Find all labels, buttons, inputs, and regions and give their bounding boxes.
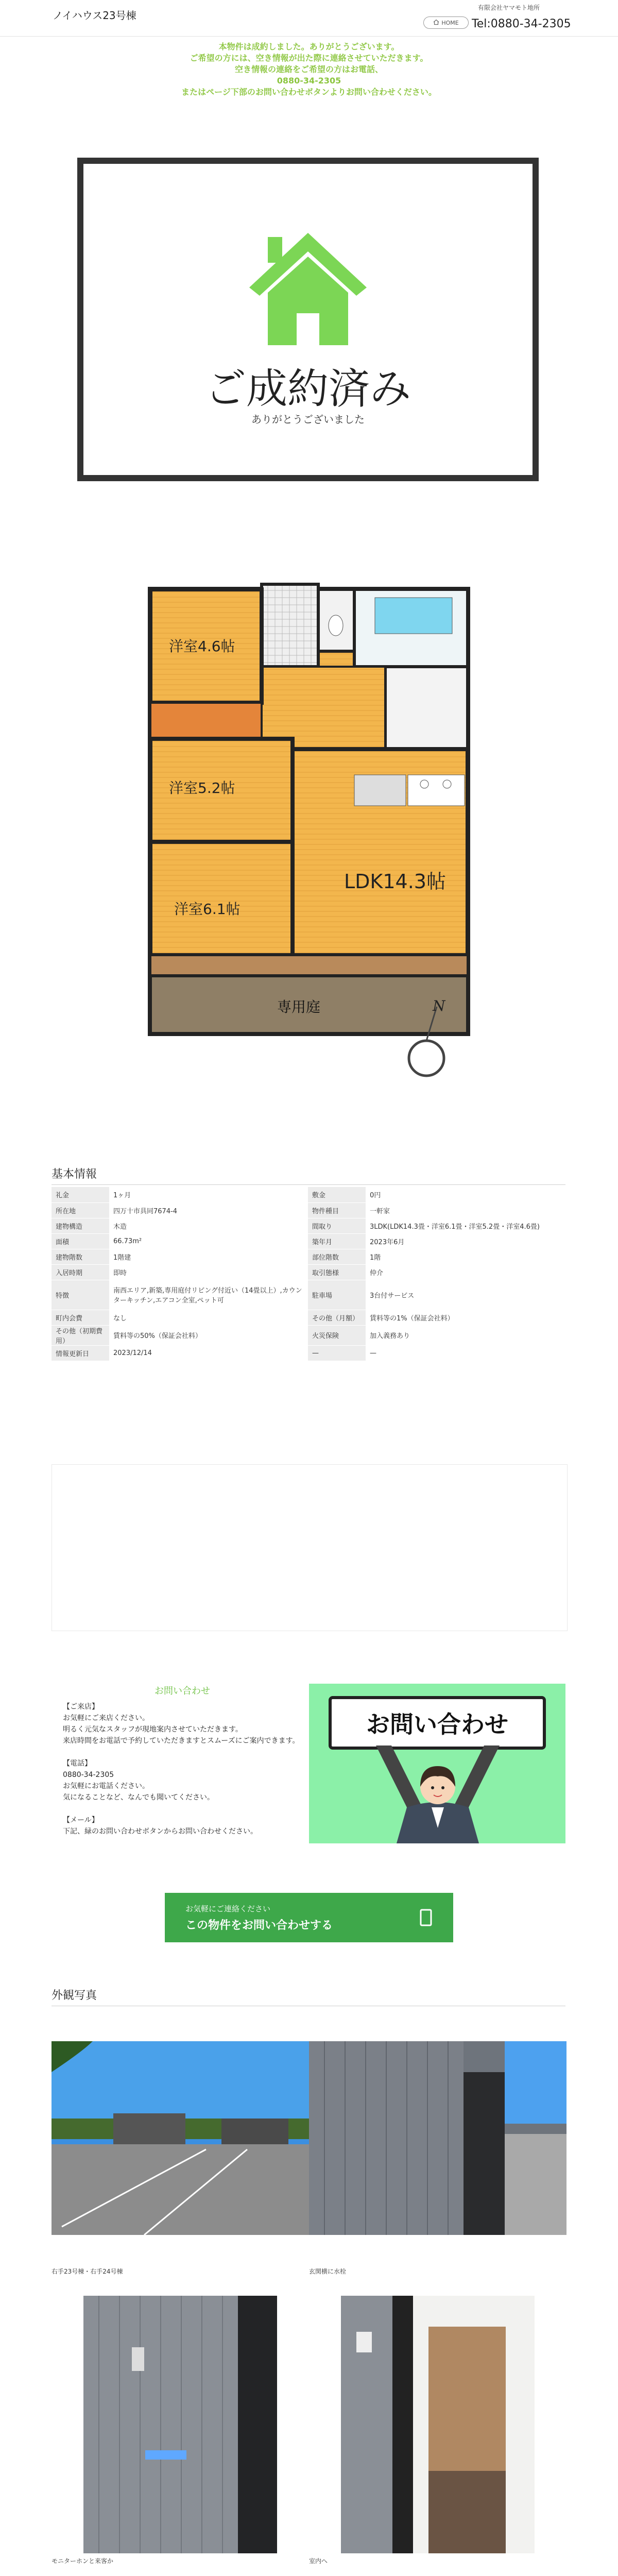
info-value: 木造 xyxy=(109,1218,308,1233)
info-value: 加入義務あり xyxy=(366,1325,564,1345)
svg-text:N: N xyxy=(433,997,445,1014)
room-label-46 xyxy=(169,638,235,655)
info-key: 取引態様 xyxy=(308,1264,366,1280)
home-button[interactable] xyxy=(423,16,469,29)
basic-info-table xyxy=(52,1187,564,1361)
info-key: 部位階数 xyxy=(308,1249,366,1264)
header-tel[interactable]: Tel:0880-34-2305 xyxy=(472,18,571,30)
info-value: 1階 xyxy=(366,1249,564,1264)
envelope-icon xyxy=(419,1908,433,1927)
info-value: 賃料等の1%（保証会社料） xyxy=(366,1310,564,1325)
map-placeholder xyxy=(52,1464,568,1631)
info-key: 所在地 xyxy=(52,1202,109,1218)
info-value: なし xyxy=(109,1310,308,1325)
inquiry-line: お気軽にお電話ください。 xyxy=(63,1782,149,1790)
home-icon xyxy=(433,19,439,27)
info-key: 情報更新日 xyxy=(52,1345,109,1361)
info-value: 1ヶ月 xyxy=(109,1187,308,1202)
info-value: 2023/12/14 xyxy=(109,1345,308,1361)
sold-subtitle: ありがとうございました xyxy=(251,413,365,426)
inquiry-line[interactable]: 0880-34-2305 xyxy=(63,1771,114,1779)
info-row xyxy=(52,1218,564,1233)
cta-small-text: お気軽にご連絡ください xyxy=(185,1904,271,1913)
inquiry-line: 【電話】 xyxy=(63,1759,92,1768)
svg-text:洋室5.2帖: 洋室5.2帖 xyxy=(169,779,235,796)
info-key: 物件種目 xyxy=(308,1202,366,1218)
garden-label xyxy=(277,998,320,1015)
info-value: 2023年6月 xyxy=(366,1233,564,1249)
info-value: 66.73m² xyxy=(109,1233,308,1249)
info-key: 建物構造 xyxy=(52,1218,109,1233)
exterior-photo-3[interactable] xyxy=(83,2296,277,2553)
inquiry-line: 下記、緑のお問い合わせボタンからお問い合わせください。 xyxy=(63,1827,258,1836)
exterior-caption-3: モニターホンと来客か xyxy=(52,2557,114,2565)
exterior-caption-1: 右手23号棟・右手24号棟 xyxy=(52,2268,123,2275)
inquiry-line: お気軽にご来店ください。 xyxy=(63,1714,149,1722)
info-key: 町内会費 xyxy=(52,1310,109,1325)
inquiry-line: 【メール】 xyxy=(63,1816,99,1824)
notice-line: 本物件は成約しました。ありがとうございます。 xyxy=(218,42,400,52)
info-row xyxy=(52,1249,564,1264)
site-header xyxy=(0,0,618,37)
info-value: — xyxy=(366,1345,564,1361)
home-label: HOME xyxy=(441,19,459,26)
info-key: 築年月 xyxy=(308,1233,366,1249)
info-value: 四万十市具同7674-4 xyxy=(109,1202,308,1218)
info-value: 南西エリア,新築,専用庭付リビング付近い（14畳以上）,カウンターキッチン,エアコン全室,ペット可 xyxy=(109,1280,308,1310)
exterior-caption-4: 室内へ xyxy=(309,2557,328,2565)
exterior-photo-1[interactable] xyxy=(52,2041,309,2235)
inquiry-banner xyxy=(309,1684,565,1843)
svg-text:専用庭: 専用庭 xyxy=(277,998,321,1015)
info-row xyxy=(52,1280,564,1310)
info-row xyxy=(52,1187,564,1202)
exterior-caption-2: 玄関横に水栓 xyxy=(309,2268,347,2275)
inquiry-title: お問い合わせ xyxy=(154,1686,210,1697)
house-icon xyxy=(247,231,369,348)
info-row xyxy=(52,1202,564,1218)
notice-line: 空き情報の連絡をご希望の方はお電話、 xyxy=(234,64,383,74)
site-title[interactable]: ノイハウス23号棟 xyxy=(53,9,136,22)
staff-illustration xyxy=(371,1745,505,1843)
info-row xyxy=(52,1310,564,1325)
info-key: 敷金 xyxy=(308,1187,366,1202)
info-row xyxy=(52,1233,564,1249)
info-value: 賃料等の50%（保証会社料） xyxy=(109,1325,308,1345)
basic-info-heading: 基本情報 xyxy=(52,1165,565,1185)
info-key: 駐車場 xyxy=(308,1280,366,1310)
banner-sign: お問い合わせ xyxy=(329,1696,546,1750)
info-key: 特徴 xyxy=(52,1280,109,1310)
notice-line: 0880-34-2305 xyxy=(277,76,341,86)
svg-text:洋室6.1帖: 洋室6.1帖 xyxy=(174,901,241,918)
sold-notice xyxy=(0,41,618,98)
info-key: 建物階数 xyxy=(52,1249,109,1264)
info-value: 3LDK(LDK14.3畳・洋室6.1畳・洋室5.2畳・洋室4.6畳) xyxy=(366,1218,564,1233)
info-key: 入居時期 xyxy=(52,1264,109,1280)
inquiry-line: 気になることなど、なんでも聞いてください。 xyxy=(63,1793,214,1802)
company-name: 有限会社ヤマモト地所 xyxy=(478,4,540,11)
info-value: 1階建 xyxy=(109,1249,308,1264)
inquiry-line: 【ご来店】 xyxy=(63,1703,99,1711)
exterior-photo-2[interactable] xyxy=(309,2041,566,2235)
inquiry-text xyxy=(63,1701,305,1837)
info-row xyxy=(52,1264,564,1280)
info-value: 一軒家 xyxy=(366,1202,564,1218)
notice-line: ご希望の方には、空き情報が出た際に連絡させていただきます。 xyxy=(190,53,428,63)
room-label-61 xyxy=(174,901,241,918)
info-key: その他（初期費用） xyxy=(52,1325,109,1345)
svg-text:洋室4.6帖: 洋室4.6帖 xyxy=(169,638,235,655)
inquiry-line: 明るく元気なスタッフが現地案内させていただきます。 xyxy=(63,1725,243,1734)
floor-plan xyxy=(138,569,482,1100)
inquiry-line: 来店時間をお電話で予約していただきますとスムーズにご案内できます。 xyxy=(63,1737,300,1745)
info-value: 3台付サービス xyxy=(366,1280,564,1310)
sold-title: ご成約済み xyxy=(205,365,411,413)
info-key: 面積 xyxy=(52,1233,109,1249)
sold-card xyxy=(77,158,539,481)
info-value: 即時 xyxy=(109,1264,308,1280)
exterior-heading: 外観写真 xyxy=(52,1987,565,2006)
info-key: — xyxy=(308,1345,366,1361)
info-row xyxy=(52,1325,564,1345)
svg-text:LDK14.3帖: LDK14.3帖 xyxy=(344,870,446,893)
info-value: 仲介 xyxy=(366,1264,564,1280)
room-label-52 xyxy=(169,779,235,796)
info-key: 火災保険 xyxy=(308,1325,366,1345)
cta-big-text: この物件をお問い合わせする xyxy=(185,1919,333,1932)
notice-line: またはページ下部のお問い合わせボタンよりお問い合わせください。 xyxy=(181,87,437,97)
info-key: 間取り xyxy=(308,1218,366,1233)
info-key: その他（月額） xyxy=(308,1310,366,1325)
room-label-ldk xyxy=(344,870,446,893)
info-row xyxy=(52,1345,564,1361)
inquiry-cta-button[interactable] xyxy=(165,1893,453,1942)
info-value: 0円 xyxy=(366,1187,564,1202)
info-key: 礼金 xyxy=(52,1187,109,1202)
exterior-photo-4[interactable] xyxy=(341,2296,535,2553)
